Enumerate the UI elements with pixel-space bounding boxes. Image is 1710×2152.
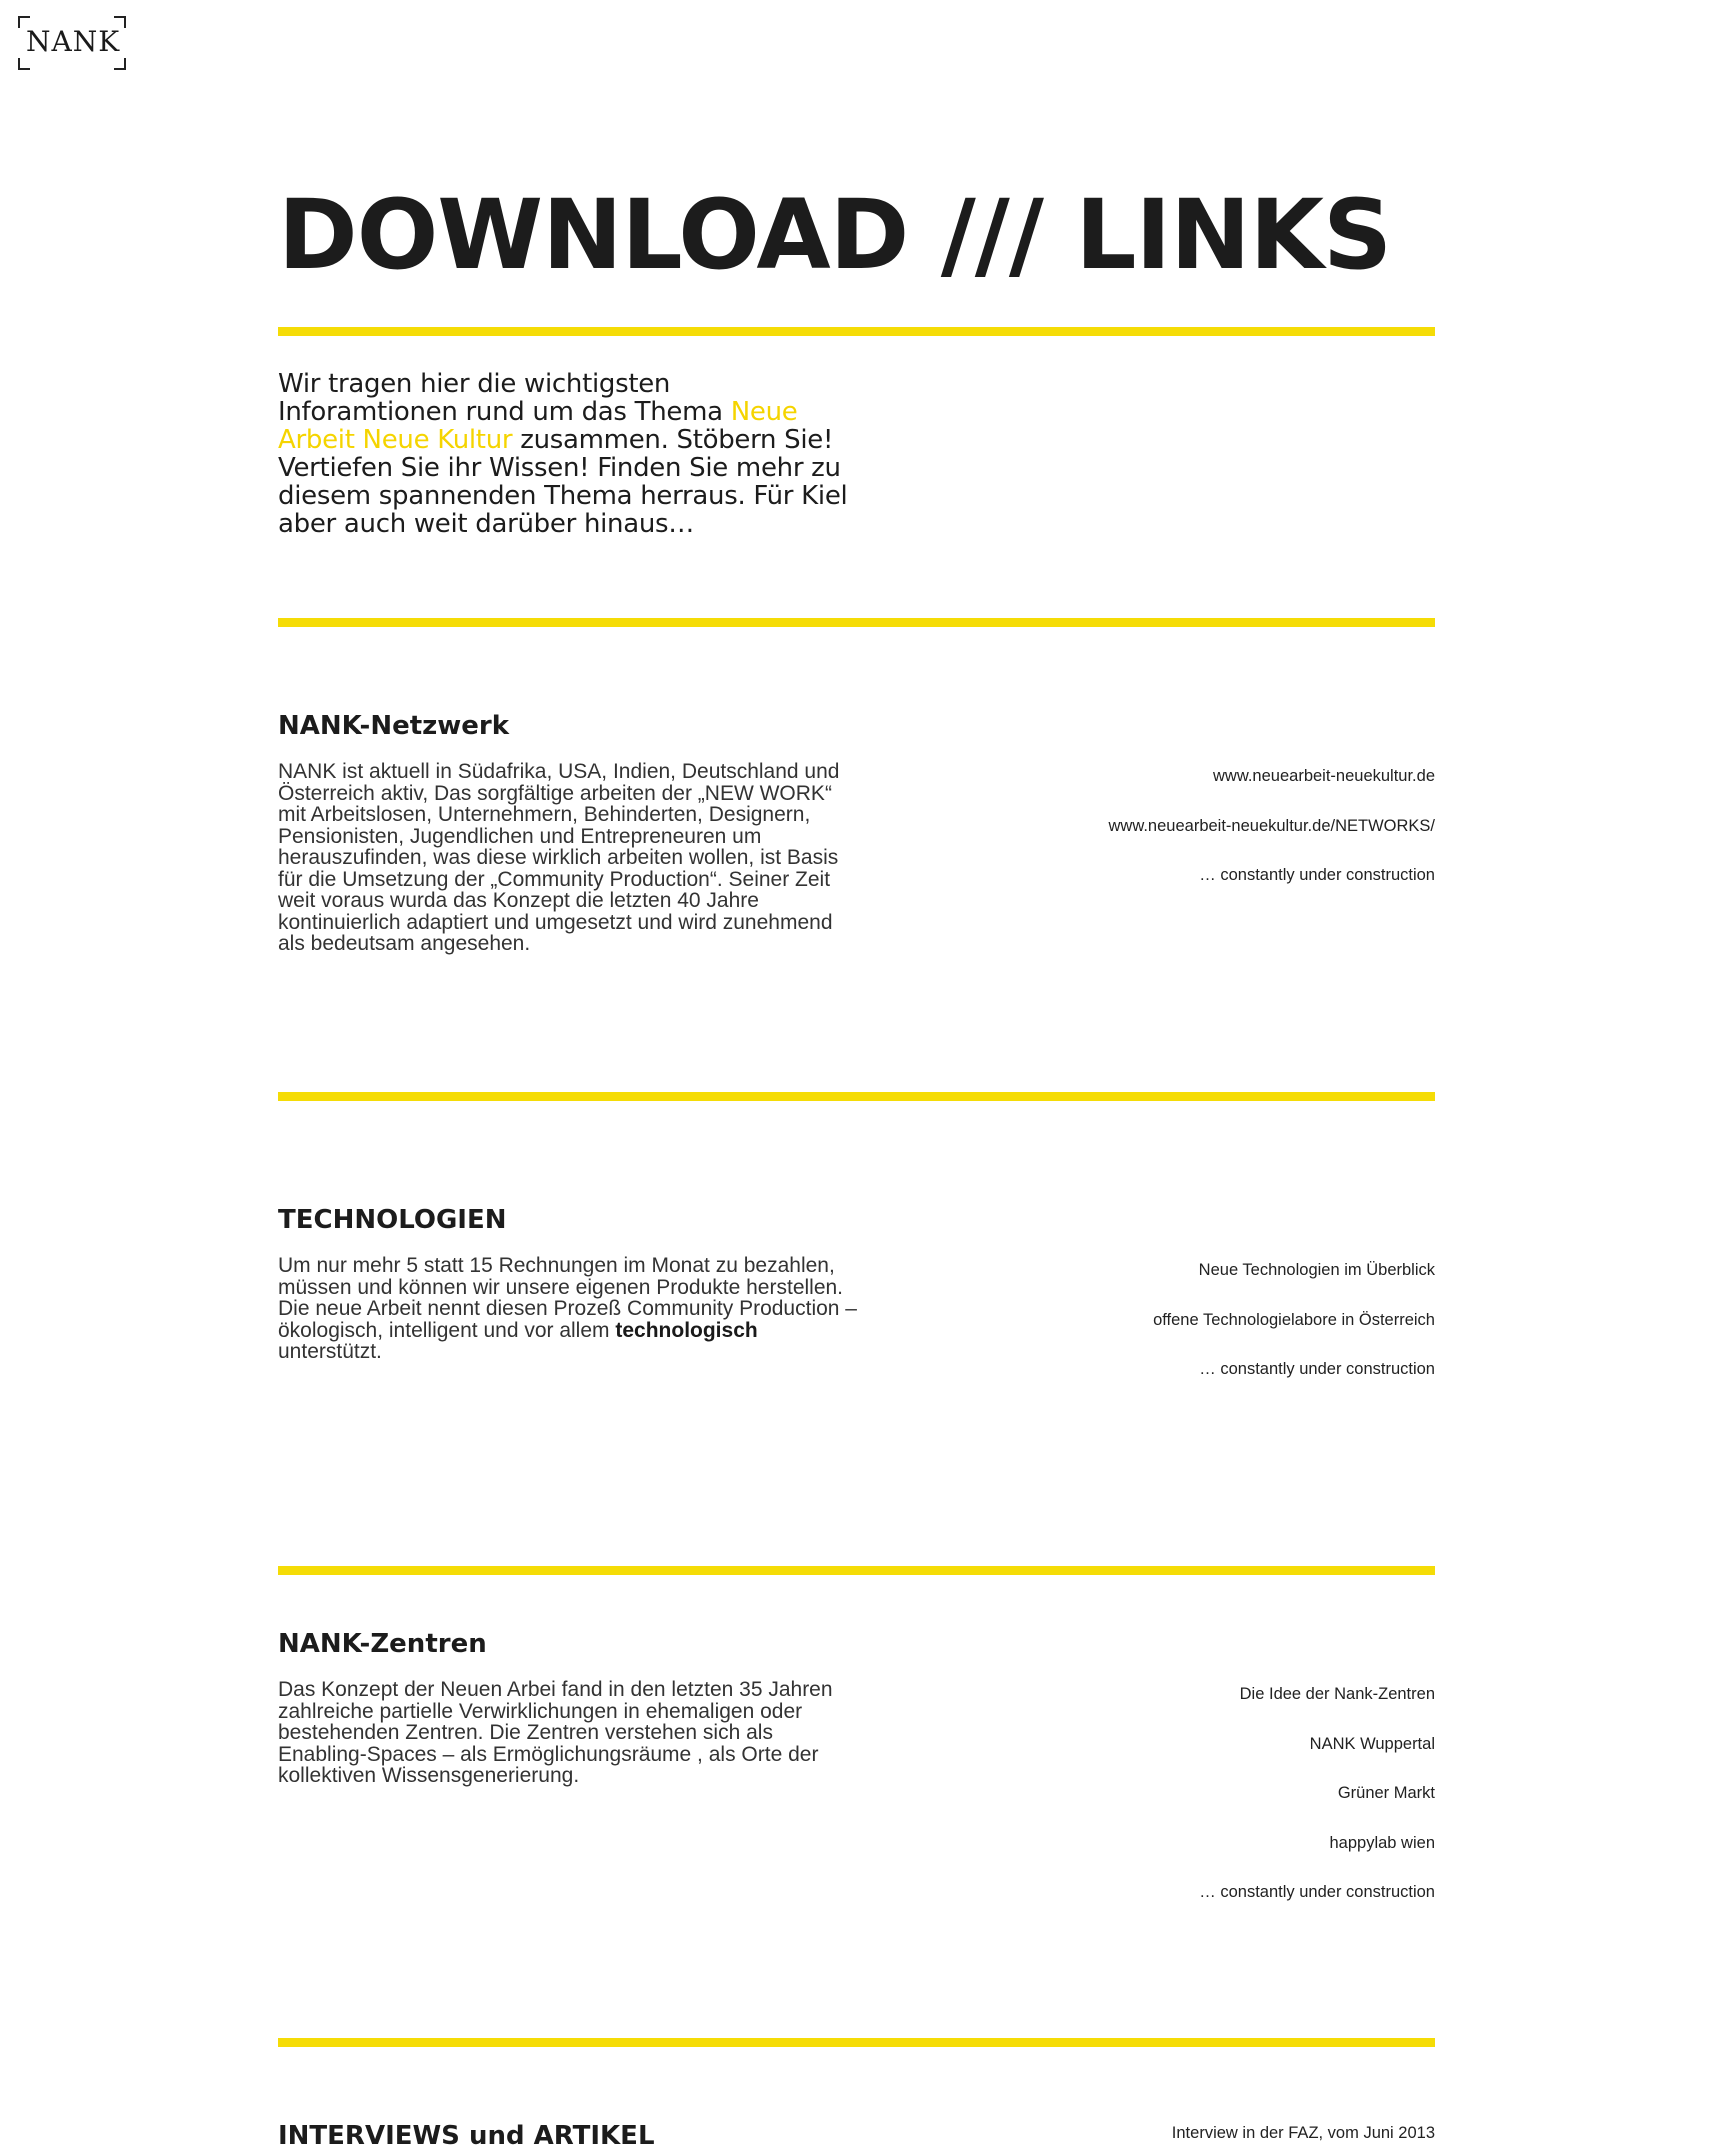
link-item[interactable]: NANK Wuppertal (1309, 1734, 1435, 1753)
yellow-divider (278, 2038, 1435, 2047)
nank-logo[interactable] (18, 16, 126, 70)
link-item[interactable]: Neue Technologien im Überblick (1198, 1261, 1435, 1279)
link-item[interactable]: www.neuearbeit-neuekultur.de (1213, 767, 1435, 785)
body-text-part: Um nur mehr 5 statt 15 Rechnungen im Monat zu bezahlen, müssen und können wir unsere eigenen Produkte herstellen. Die neue Arbeit nennt diesen Prozeß Community Production – ökologisch, intelligent und vor allem (278, 1254, 857, 1342)
section-heading-interviews: INTERVIEWS und ARTIKEL (278, 2121, 655, 2151)
section-body-technologien (278, 1255, 858, 1363)
section-heading-nank-zentren: NANK-Zentren (278, 1629, 487, 1659)
yellow-divider (278, 327, 1435, 336)
link-item[interactable]: Die Idee der Nank-Zentren (1239, 1685, 1435, 1703)
link-item[interactable]: Interview in der FAZ, vom Juni 2013 (1171, 2124, 1435, 2142)
link-item[interactable]: Grüner Markt (1337, 1784, 1435, 1802)
section-heading-technologien: TECHNOLOGIEN (278, 1205, 507, 1235)
logo-wordmark: NANK (26, 25, 121, 58)
yellow-divider (278, 1566, 1435, 1575)
page-title: DOWNLOAD /// LINKS (278, 179, 1392, 291)
link-item[interactable]: offene Technologielabore in Österreich (1153, 1310, 1435, 1329)
link-list-nank-zentren (955, 1684, 1435, 1932)
section-body-nank-netzwerk: NANK ist aktuell in Südafrika, USA, Indien, Deutschland und Österreich aktiv, Das sorgfältige arbeiten der „NEW WORK“ mit Arbeitslosen, Unternehmern, Behinderten, Designern, Pensionisten, Jugendlichen und Entrepreneuren um herauszufinden, was diese wirklich arbeiten wollen, ist Basis für die Umsetzung der „Community Production“. Seiner Zeit weit voraus wurda das Konzept die letzten 40 Jahre kontinuierlich adaptiert und umgesetzt und wird zunehmend als bedeutsam angesehen. (278, 760, 840, 955)
section-body-nank-zentren: Das Konzept der Neuen Arbei fand in den letzten 35 Jahren zahlreiche partielle Verwirklichungen in ehemaligen oder bestehenden Zentren. Die Zentren verstehen sich als Enabling-Spaces – als Ermöglichungsräume , als Orte der kollektiven Wissensgenerierung. (278, 1678, 833, 1787)
link-item[interactable]: … constantly under construction (1199, 866, 1435, 884)
link-item[interactable]: www.neuearbeit-neuekultur.de/NETWORKS/ (1108, 816, 1435, 835)
body-text-part: unterstützt. (278, 1340, 382, 1363)
logo-corner (18, 58, 30, 70)
section-heading-nank-netzwerk: NANK-Netzwerk (278, 711, 510, 741)
intro-text-part: zusammen. Stöbern Sie! Vertiefen Sie ihr Wissen! Finden Sie mehr zu diesem spannenden Thema herraus. Für Kiel aber auch weit darüber hinaus… (278, 425, 848, 539)
link-list-nank-netzwerk (955, 766, 1435, 915)
body-text-bold: technologisch (615, 1318, 758, 1342)
yellow-divider (278, 618, 1435, 627)
link-list-technologien (955, 1260, 1435, 1409)
link-item[interactable]: … constantly under construction (1199, 1360, 1435, 1378)
intro-text-part: Wir tragen hier die wichtigsten Inforamtionen rund um das Thema (278, 369, 731, 427)
link-item[interactable]: … constantly under construction (1199, 1883, 1435, 1901)
yellow-divider (278, 1092, 1435, 1101)
logo-corner (114, 58, 126, 70)
neue-arbeit-neue-kultur-link[interactable]: Neue Arbeit Neue Kultur (278, 397, 798, 455)
link-item[interactable]: happylab wien (1329, 1833, 1435, 1852)
intro-text (278, 370, 848, 538)
